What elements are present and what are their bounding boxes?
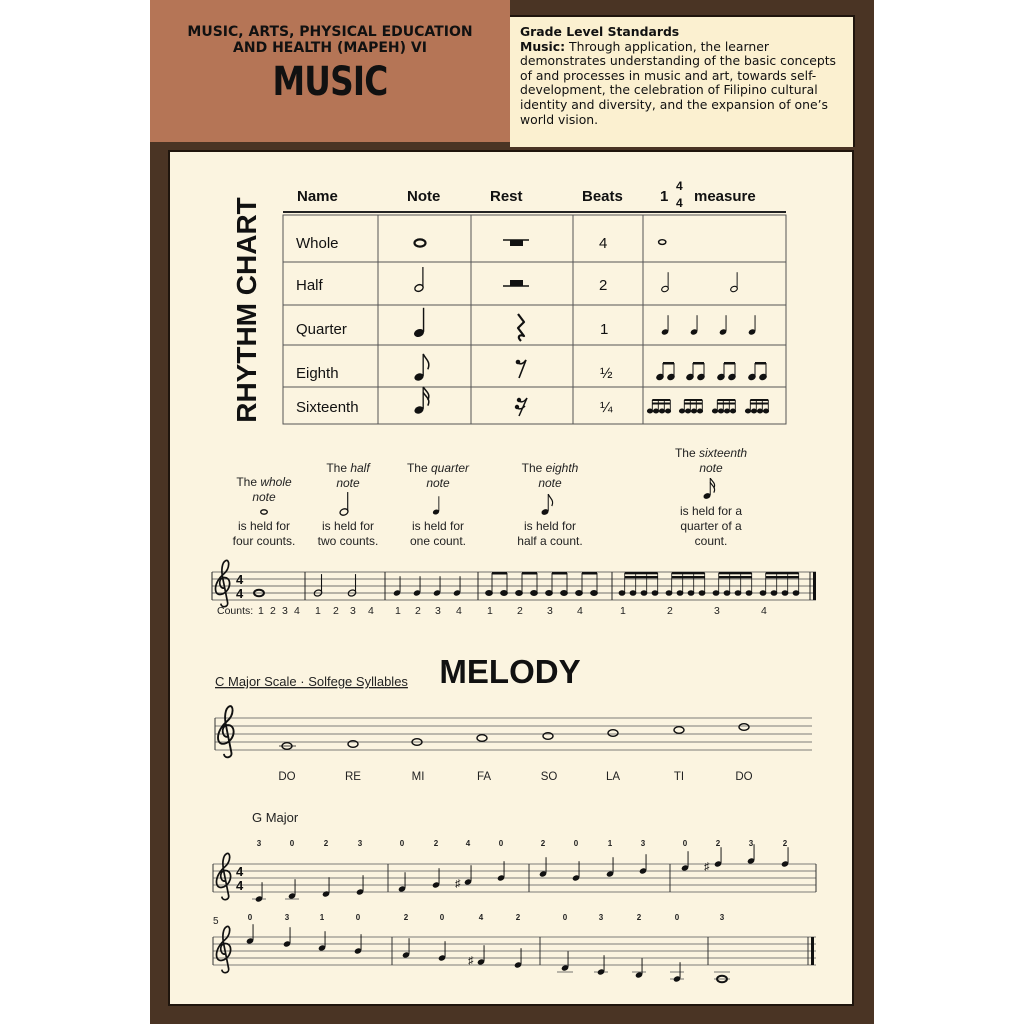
g-major-staff-2 (213, 913, 816, 983)
svg-text:3: 3 (748, 839, 754, 848)
svg-text:quarter of a: quarter of a (680, 519, 742, 533)
svg-text:2: 2 (403, 913, 409, 922)
svg-text:DO: DO (278, 771, 296, 783)
treble-clef-icon-3 (216, 853, 230, 899)
treble-clef-icon-4 (216, 926, 230, 972)
col-header-beats: Beats (582, 188, 623, 205)
sixteenth-note-icon (413, 387, 429, 415)
melody-title: MELODY (439, 653, 581, 690)
standards-label: Music: (520, 38, 566, 54)
svg-text:0: 0 (247, 913, 253, 922)
svg-text:1: 1 (315, 605, 321, 617)
svg-text:2: 2 (270, 605, 276, 617)
svg-text:4: 4 (236, 878, 244, 893)
svg-text:LA: LA (605, 771, 621, 783)
measure-eighth-notes (656, 362, 767, 381)
svg-text:2: 2 (540, 839, 546, 848)
rhythm-staff (212, 560, 816, 617)
row-beats-half: 2 (599, 277, 608, 294)
svg-text:0: 0 (289, 839, 295, 848)
staff-eighth-notes (486, 572, 598, 596)
explanation-whole (233, 475, 296, 548)
svg-text:0: 0 (399, 839, 405, 848)
row-name-whole: Whole (296, 235, 339, 252)
svg-text:is held for: is held for (321, 519, 375, 533)
whole-rest-icon (503, 240, 529, 246)
svg-text:0: 0 (573, 839, 579, 848)
g-major-staff-1 (213, 839, 816, 903)
svg-text:4: 4 (456, 605, 462, 617)
svg-text:one count.: one count. (409, 534, 467, 548)
svg-text:3: 3 (719, 913, 725, 922)
svg-text:0: 0 (682, 839, 688, 848)
svg-text:2: 2 (333, 605, 339, 617)
svg-text:is held for a: is held for a (679, 504, 743, 518)
svg-text:two counts.: two counts. (317, 534, 379, 548)
svg-text:3: 3 (256, 839, 262, 848)
svg-text:♯: ♯ (455, 878, 461, 890)
svg-text:2: 2 (636, 913, 642, 922)
svg-text:The sixteenth: The sixteenth (674, 446, 748, 460)
svg-text:1: 1 (620, 605, 626, 617)
quarter-rest-icon (518, 314, 524, 341)
standards-heading: Grade Level Standards (520, 24, 680, 39)
fingering-line-2 (248, 913, 725, 922)
svg-text:note: note (426, 476, 450, 490)
svg-text:2: 2 (517, 605, 523, 617)
measure-half-notes (661, 272, 738, 292)
svg-text:1: 1 (487, 605, 493, 617)
svg-text:2: 2 (667, 605, 673, 617)
time-sig-top: 4 (236, 572, 244, 587)
measure-quarter-notes (661, 315, 756, 335)
svg-text:The half: The half (326, 461, 370, 475)
svg-text:four counts.: four counts. (232, 534, 296, 548)
col-header-note: Note (407, 188, 441, 205)
svg-text:count.: count. (694, 534, 728, 548)
svg-text:0: 0 (498, 839, 504, 848)
svg-text:4: 4 (465, 839, 471, 848)
svg-text:1: 1 (319, 913, 325, 922)
svg-text:3: 3 (547, 605, 553, 617)
svg-text:half a count.: half a count. (517, 534, 583, 548)
svg-text:is held for: is held for (523, 519, 577, 533)
svg-text:2: 2 (433, 839, 439, 848)
svg-text:The eighth: The eighth (521, 461, 579, 475)
svg-text:is held for: is held for (411, 519, 465, 533)
scale-label: C Major Scale · Solfege Syllables (215, 674, 408, 689)
eighth-note-icon (413, 354, 429, 382)
eighth-rest-icon (516, 360, 526, 378)
row-name-half: Half (296, 277, 323, 294)
svg-text:0: 0 (562, 913, 568, 922)
svg-text:3: 3 (284, 913, 290, 922)
svg-text:MI: MI (411, 771, 425, 783)
svg-text:SO: SO (540, 771, 558, 783)
c-major-staff (215, 706, 812, 783)
col-header-measure: measure (694, 188, 756, 205)
svg-text:1: 1 (607, 839, 613, 848)
svg-text:note: note (252, 490, 276, 504)
svg-text:4: 4 (294, 605, 300, 617)
svg-text:♯: ♯ (704, 861, 710, 873)
svg-text:0: 0 (355, 913, 361, 922)
svg-text:4: 4 (761, 605, 767, 617)
staff-sixteenth-notes (619, 572, 799, 595)
svg-text:2: 2 (415, 605, 421, 617)
svg-text:0: 0 (439, 913, 445, 922)
half-rest-icon (503, 280, 529, 286)
row-beats-whole: 4 (599, 235, 608, 252)
svg-text:3: 3 (640, 839, 646, 848)
svg-text:The whole: The whole (236, 475, 292, 489)
col-header-rest: Rest (490, 188, 523, 205)
row-name-quarter: Quarter (296, 321, 347, 338)
svg-text:4: 4 (368, 605, 374, 617)
rhythm-chart-title: RHYTHM CHART (231, 197, 262, 423)
subject-line-2: AND HEALTH (MAPEH) VI (233, 40, 427, 56)
svg-text:3: 3 (357, 839, 363, 848)
svg-text:1: 1 (395, 605, 401, 617)
svg-text:3: 3 (282, 605, 288, 617)
col-header-name: Name (297, 188, 338, 205)
rhythm-table (283, 179, 786, 424)
svg-text:note: note (336, 476, 360, 490)
measure-sixteenth-notes (647, 399, 768, 413)
explanation-half (318, 461, 379, 548)
measure-number: 5 (213, 916, 219, 927)
explanation-quarter (407, 461, 470, 548)
svg-text:is held for: is held for (237, 519, 291, 533)
sixteenth-rest-icon (515, 398, 527, 416)
col-header-ts-bottom: 4 (676, 196, 683, 210)
col-header-measure-num: 1 (660, 188, 669, 205)
row-beats-sixteenth: ¼ (600, 399, 613, 416)
svg-text:3: 3 (435, 605, 441, 617)
svg-text:note: note (538, 476, 562, 490)
svg-text:4: 4 (236, 864, 244, 879)
svg-text:♯: ♯ (468, 955, 474, 967)
svg-text:3: 3 (714, 605, 720, 617)
g-major-label: G Major (252, 810, 299, 825)
whole-note-icon (415, 239, 426, 246)
music-title: MUSIC (272, 59, 388, 105)
svg-text:note: note (699, 461, 723, 475)
svg-text:RE: RE (345, 771, 361, 783)
svg-text:TI: TI (673, 771, 685, 783)
standards-body: Through application, the learner demonstrates understanding of the basic concepts of and processes in music and art, towards self-development, the celebration of Filipino cultural identity and diversity, and the expansion of one’s world vision. (520, 38, 837, 127)
explanation-sixteenth (675, 446, 747, 548)
fingering-line-1 (257, 839, 788, 848)
row-beats-quarter: 1 (600, 321, 609, 338)
subject-line-1: MUSIC, ARTS, PHYSICAL EDUCATION (187, 24, 473, 40)
col-header-ts-top: 4 (676, 179, 683, 193)
svg-text:4: 4 (478, 913, 484, 922)
svg-text:The quarter: The quarter (406, 461, 470, 475)
time-sig-bottom: 4 (236, 586, 244, 601)
svg-text:2: 2 (323, 839, 329, 848)
svg-text:2: 2 (782, 839, 788, 848)
row-name-eighth: Eighth (296, 365, 339, 382)
measure-whole-note-icon (659, 240, 666, 245)
svg-text:0: 0 (674, 913, 680, 922)
quarter-note-icon (413, 308, 425, 339)
row-beats-eighth: ½ (600, 365, 613, 382)
solfege-syllables (278, 771, 752, 783)
svg-text:3: 3 (350, 605, 356, 617)
counts-label: Counts: (217, 605, 254, 617)
row-name-sixteenth: Sixteenth (296, 399, 359, 416)
svg-text:3: 3 (598, 913, 604, 922)
svg-text:2: 2 (715, 839, 721, 848)
svg-text:2: 2 (515, 913, 521, 922)
svg-text:4: 4 (577, 605, 583, 617)
counts-row (217, 605, 767, 617)
svg-text:FA: FA (476, 771, 492, 783)
svg-text:1: 1 (258, 605, 264, 617)
explanation-eighth (517, 461, 582, 548)
note-explanations (233, 446, 748, 548)
svg-text:DO: DO (735, 771, 753, 783)
half-note-icon (414, 267, 424, 293)
